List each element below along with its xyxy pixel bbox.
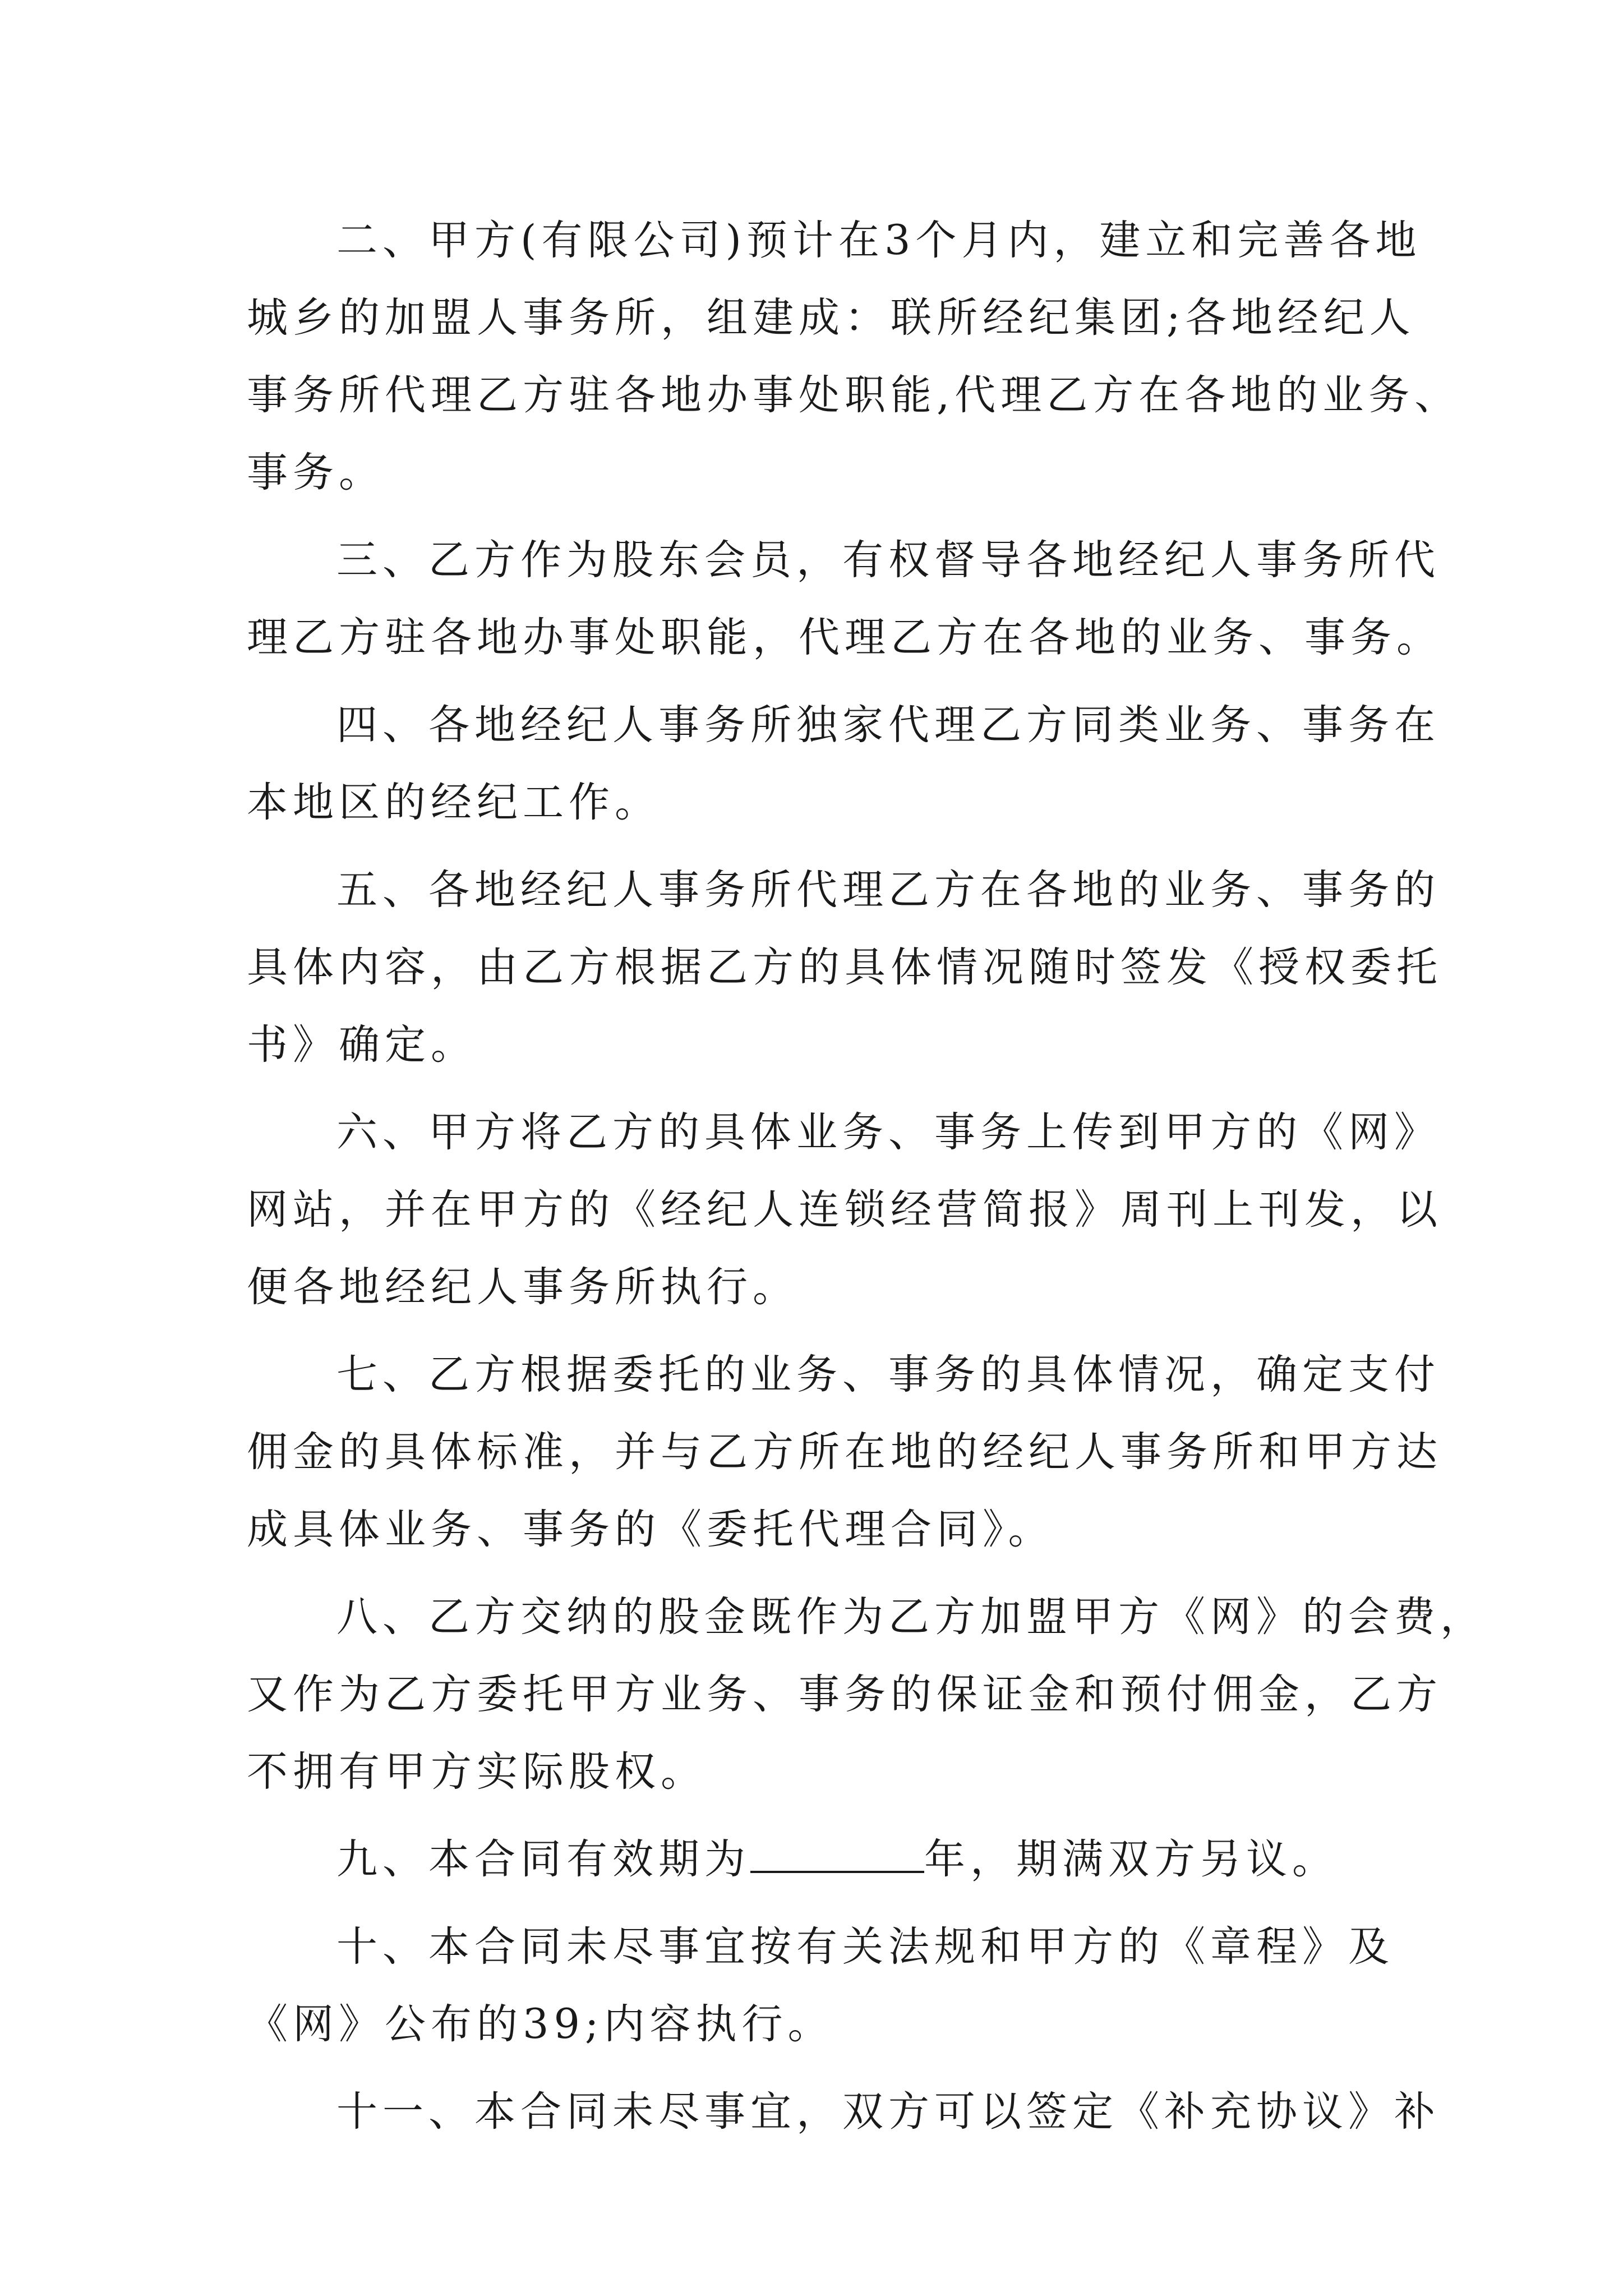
text-line: 事务。 [247, 449, 385, 496]
clause-9-tail: 年，期满双方另议。 [924, 1835, 1338, 1883]
clause-11 [247, 2073, 1441, 2151]
clause-8 [247, 1579, 1486, 1811]
text-line: 不拥有甲方实际股权。 [247, 1748, 707, 1796]
clause-5 [247, 852, 1441, 1084]
text-line: 城乡的加盟人事务所，组建成：联所经纪集团;各地经纪人 [247, 294, 1415, 342]
clause-7 [247, 1336, 1441, 1568]
text-line: 理乙方驻各地办事处职能，代理乙方在各地的业务、事务。 [247, 614, 1442, 661]
text-line: 便各地经纪人事务所执行。 [247, 1263, 799, 1311]
text-line: 《网》公布的39;内容执行。 [247, 2000, 834, 2048]
text-line: 具体内容，由乙方根据乙方的具体情况随时签发《授权委托 [247, 944, 1442, 991]
text-line: 本地区的经纪工作。 [247, 779, 661, 826]
contract-body [247, 202, 1486, 2151]
term-years-blank [750, 1837, 924, 1873]
text-line: 书》确定。 [247, 1021, 477, 1069]
text-line: 三、乙方作为股东会员，有权督导各地经纪人事务所代 [336, 536, 1440, 584]
text-line: 佣金的具体标准，并与乙方所在地的经纪人事务所和甲方达 [247, 1428, 1442, 1476]
clause-9 [247, 1821, 1441, 1898]
text-line [247, 1821, 1441, 1898]
text-line: 又作为乙方委托甲方业务、事务的保证金和预付佣金，乙方 [247, 1671, 1442, 1718]
text-line: 四、各地经纪人事务所独家代理乙方同类业务、事务在 [336, 701, 1440, 749]
text-line: 六、甲方将乙方的具体业务、事务上传到甲方的《网》 [336, 1108, 1440, 1156]
clause-9-lead: 九、本合同有效期为 [336, 1835, 750, 1883]
text-line: 二、甲方(有限公司)预计在3个月内，建立和完善各地 [336, 217, 1422, 264]
text-line: 七、乙方根据委托的业务、事务的具体情况，确定支付 [336, 1351, 1440, 1398]
clause-6 [247, 1094, 1441, 1326]
clause-4 [247, 687, 1441, 841]
text-line: 十一、本合同未尽事宜，双方可以签定《补充协议》补 [336, 2088, 1440, 2136]
text-line: 十、本合同未尽事宜按有关法规和甲方的《章程》及 [336, 1923, 1394, 1971]
clause-3 [247, 522, 1441, 677]
clause-10 [247, 1908, 1441, 2063]
clause-2 [247, 202, 1461, 512]
text-line: 成具体业务、事务的《委托代理合同》。 [247, 1506, 1054, 1553]
text-line: 五、各地经纪人事务所代理乙方在各地的业务、事务的 [336, 866, 1440, 914]
text-line: 网站，并在甲方的《经纪人连锁经营简报》周刊上刊发，以 [247, 1186, 1442, 1234]
text-line: 事务所代理乙方驻各地办事处职能,代理乙方在各地的业务、 [247, 371, 1461, 419]
text-line: 八、乙方交纳的股金既作为乙方加盟甲方《网》的会费， [336, 1593, 1486, 1641]
